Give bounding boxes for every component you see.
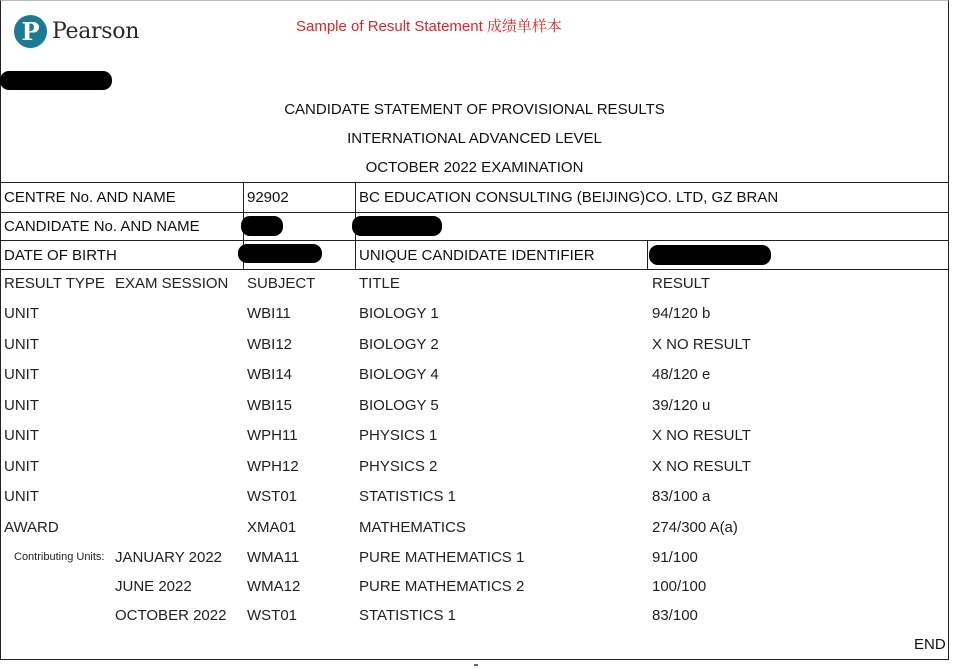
redacted-uci [649,245,771,265]
col-subject: SUBJECT [247,275,316,292]
row-title: PHYSICS 2 [359,458,438,475]
row-type: UNIT [4,305,39,322]
col-result: RESULT [652,275,711,292]
row-subject: WBI12 [247,336,293,353]
row-title: PHYSICS 1 [359,427,438,444]
row-title: MATHEMATICS [359,519,466,536]
end-marker: END [914,636,946,653]
divider [0,212,949,213]
exam-session-title: OCTOBER 2022 EXAMINATION [365,159,584,176]
divider [0,240,949,241]
row-title: PURE MATHEMATICS 2 [359,578,525,595]
row-type: UNIT [4,488,39,505]
row-type: UNIT [4,427,39,444]
row-result: 94/120 b [652,305,711,322]
redacted-candidate-name [352,216,442,236]
centre-number: 92902 [247,189,289,206]
col-exam-session: EXAM SESSION [115,275,229,292]
centre-name: BC EDUCATION CONSULTING (BEIJING)CO. LTD, GZ BRAN [359,189,779,206]
row-title: STATISTICS 1 [359,488,456,505]
row-result: 39/120 u [652,397,711,414]
row-title: PURE MATHEMATICS 1 [359,549,525,566]
divider [647,240,648,270]
dob-label: DATE OF BIRTH [4,247,117,264]
centre-label: CENTRE No. AND NAME [4,189,176,206]
redacted-dob [238,244,322,263]
redacted-candidate-number [241,216,283,236]
row-result: X NO RESULT [652,458,751,475]
row-result: 274/300 A(a) [652,519,738,536]
col-result-type: RESULT TYPE [4,275,105,292]
row-subject: WMA12 [247,578,301,595]
row-type: Contributing Units: [14,551,105,563]
page-mark [474,664,478,666]
row-session: OCTOBER 2022 [115,607,227,624]
row-result: X NO RESULT [652,336,751,353]
logo-wordmark: Pearson [52,19,140,44]
row-subject: WMA11 [247,549,300,566]
row-subject: WST01 [247,488,298,505]
row-session: JANUARY 2022 [115,549,223,566]
pearson-p-icon: P [14,15,47,48]
uci-label: UNIQUE CANDIDATE IDENTIFIER [359,247,595,264]
row-type: AWARD [4,519,59,536]
candidate-label: CANDIDATE No. AND NAME [4,218,200,235]
row-subject: XMA01 [247,519,297,536]
row-subject: WBI15 [247,397,293,414]
row-type: UNIT [4,366,39,383]
row-subject: WPH12 [247,458,299,475]
row-result: X NO RESULT [652,427,751,444]
row-subject: WBI14 [247,366,293,383]
row-subject: WST01 [247,607,298,624]
divider [0,182,949,183]
statement-title: CANDIDATE STATEMENT OF PROVISIONAL RESULTS [284,101,665,118]
row-type: UNIT [4,458,39,475]
row-result: 48/120 e [652,366,711,383]
row-session: JUNE 2022 [115,578,192,595]
row-type: UNIT [4,336,39,353]
col-title: TITLE [359,275,400,292]
row-result: 83/100 a [652,488,711,505]
row-result: 91/100 [652,549,698,566]
pearson-logo [14,15,139,48]
row-type: UNIT [4,397,39,414]
row-result: 83/100 [652,607,698,624]
row-title: BIOLOGY 2 [359,336,439,353]
sample-note: Sample of Result Statement 成绩单样本 [296,18,562,35]
row-subject: WPH11 [247,427,298,444]
row-title: BIOLOGY 5 [359,397,439,414]
qualification-title: INTERNATIONAL ADVANCED LEVEL [347,130,602,147]
divider [0,269,949,270]
row-result: 100/100 [652,578,707,595]
row-title: BIOLOGY 1 [359,305,439,322]
row-title: STATISTICS 1 [359,607,456,624]
row-subject: WBI11 [247,305,291,322]
row-title: BIOLOGY 4 [359,366,439,383]
redacted-block [0,71,112,90]
